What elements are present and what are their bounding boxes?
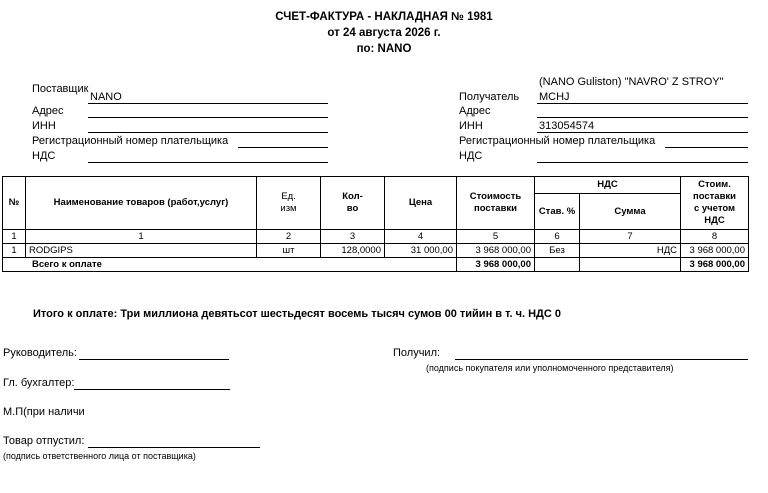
supplier-vat-label: НДС (32, 150, 56, 162)
col-header-vat: НДС (535, 177, 681, 194)
recipient-reg-line (665, 147, 748, 148)
recipient-vat-label: НДС (459, 150, 483, 162)
recipient-label: Получатель (459, 91, 520, 103)
accountant-sign-line (74, 389, 230, 390)
row-no: 1 (3, 244, 26, 258)
col-header-price: Цена (385, 177, 457, 230)
recipient-vat-line (537, 162, 748, 163)
manager-label: Руководитель: (3, 347, 77, 359)
recipient-inn-label: ИНН (459, 120, 483, 132)
supplier-inn-line (88, 132, 328, 133)
accountant-label: Гл. бухгалтер: (3, 377, 75, 389)
recipient-name-line2: MCHJ (539, 91, 570, 103)
col-header-vat-rate: Став. % (535, 194, 580, 230)
col-num-5: 4 (385, 230, 457, 244)
document-date: от 24 августа 2026 г. (327, 27, 441, 39)
col-header-total: Стоим. поставки с учетом НДС (681, 177, 749, 230)
received-sign-line (455, 359, 748, 360)
recipient-inn-line (537, 132, 748, 133)
row-unit: шт (257, 244, 321, 258)
row-price: 31 000,00 (385, 244, 457, 258)
col-header-name: Наименование товаров (работ,услуг) (26, 177, 257, 230)
recipient-inn: 313054574 (539, 120, 595, 132)
row-total: 3 968 000,00 (681, 244, 749, 258)
col-num-3: 2 (257, 230, 321, 244)
released-sign-line (88, 447, 260, 448)
col-header-unit: Ед. изм (257, 177, 321, 230)
document-by: по: NANO (356, 43, 412, 55)
row-vat-rate: Без (535, 244, 580, 258)
total-label: Всего к оплате (3, 258, 457, 272)
supplier-name-line (88, 103, 328, 104)
total-row (3, 258, 749, 272)
col-header-no: № (3, 177, 26, 230)
col-header-cost: Стоимость поставки (457, 177, 535, 230)
stamp-label: М.П(при наличи (3, 406, 85, 418)
invoice-table (2, 176, 749, 272)
row-vat-sum: НДС (580, 244, 681, 258)
supplier-vat-line (88, 162, 328, 163)
col-num-6: 5 (457, 230, 535, 244)
total-vat-sum (580, 258, 681, 272)
col-num-7: 6 (535, 230, 580, 244)
recipient-name-line (537, 103, 748, 104)
supplier-label: Поставщик (32, 83, 89, 95)
col-num-1: 1 (3, 230, 26, 244)
col-header-qty: Кол- во (321, 177, 385, 230)
supplier-reg-label: Регистрационный номер плательщика (32, 135, 229, 147)
col-header-vat-sum: Сумма (580, 194, 681, 230)
table-row (3, 244, 749, 258)
released-note: (подпись ответственного лица от поставщика) (3, 451, 196, 461)
col-num-2: 1 (26, 230, 257, 244)
supplier-address-label: Адрес (32, 105, 64, 117)
released-label: Товар отпустил: (3, 435, 85, 447)
col-num-4: 3 (321, 230, 385, 244)
total-cost: 3 968 000,00 (457, 258, 535, 272)
received-label: Получил: (393, 347, 441, 359)
received-note: (подпись покупателя или уполномоченного представителя) (426, 363, 674, 373)
document-title: СЧЕТ-ФАКТУРА - НАКЛАДНАЯ № 1981 (275, 11, 493, 23)
col-num-9: 8 (681, 230, 749, 244)
total-sum: 3 968 000,00 (681, 258, 749, 272)
total-vat-rate (535, 258, 580, 272)
recipient-reg-label: Регистрационный номер плательщика (459, 135, 656, 147)
recipient-name-line1: (NANO Guliston) "NAVRO' Z STROY" (539, 76, 724, 88)
supplier-name: NANO (90, 91, 122, 103)
supplier-inn-label: ИНН (32, 120, 56, 132)
manager-sign-line (79, 359, 229, 360)
col-num-8: 7 (580, 230, 681, 244)
row-cost: 3 968 000,00 (457, 244, 535, 258)
recipient-address-line (537, 117, 748, 118)
summary-text: Итого к оплате: Три миллиона девятьсот шестьдесят восемь тысяч сумов 00 тийин в т. ч. НДС 0 (33, 308, 562, 320)
supplier-reg-line (238, 147, 328, 148)
row-qty: 128,0000 (321, 244, 385, 258)
recipient-address-label: Адрес (459, 105, 491, 117)
row-name: RODGIPS (26, 244, 257, 258)
supplier-address-line (88, 117, 328, 118)
